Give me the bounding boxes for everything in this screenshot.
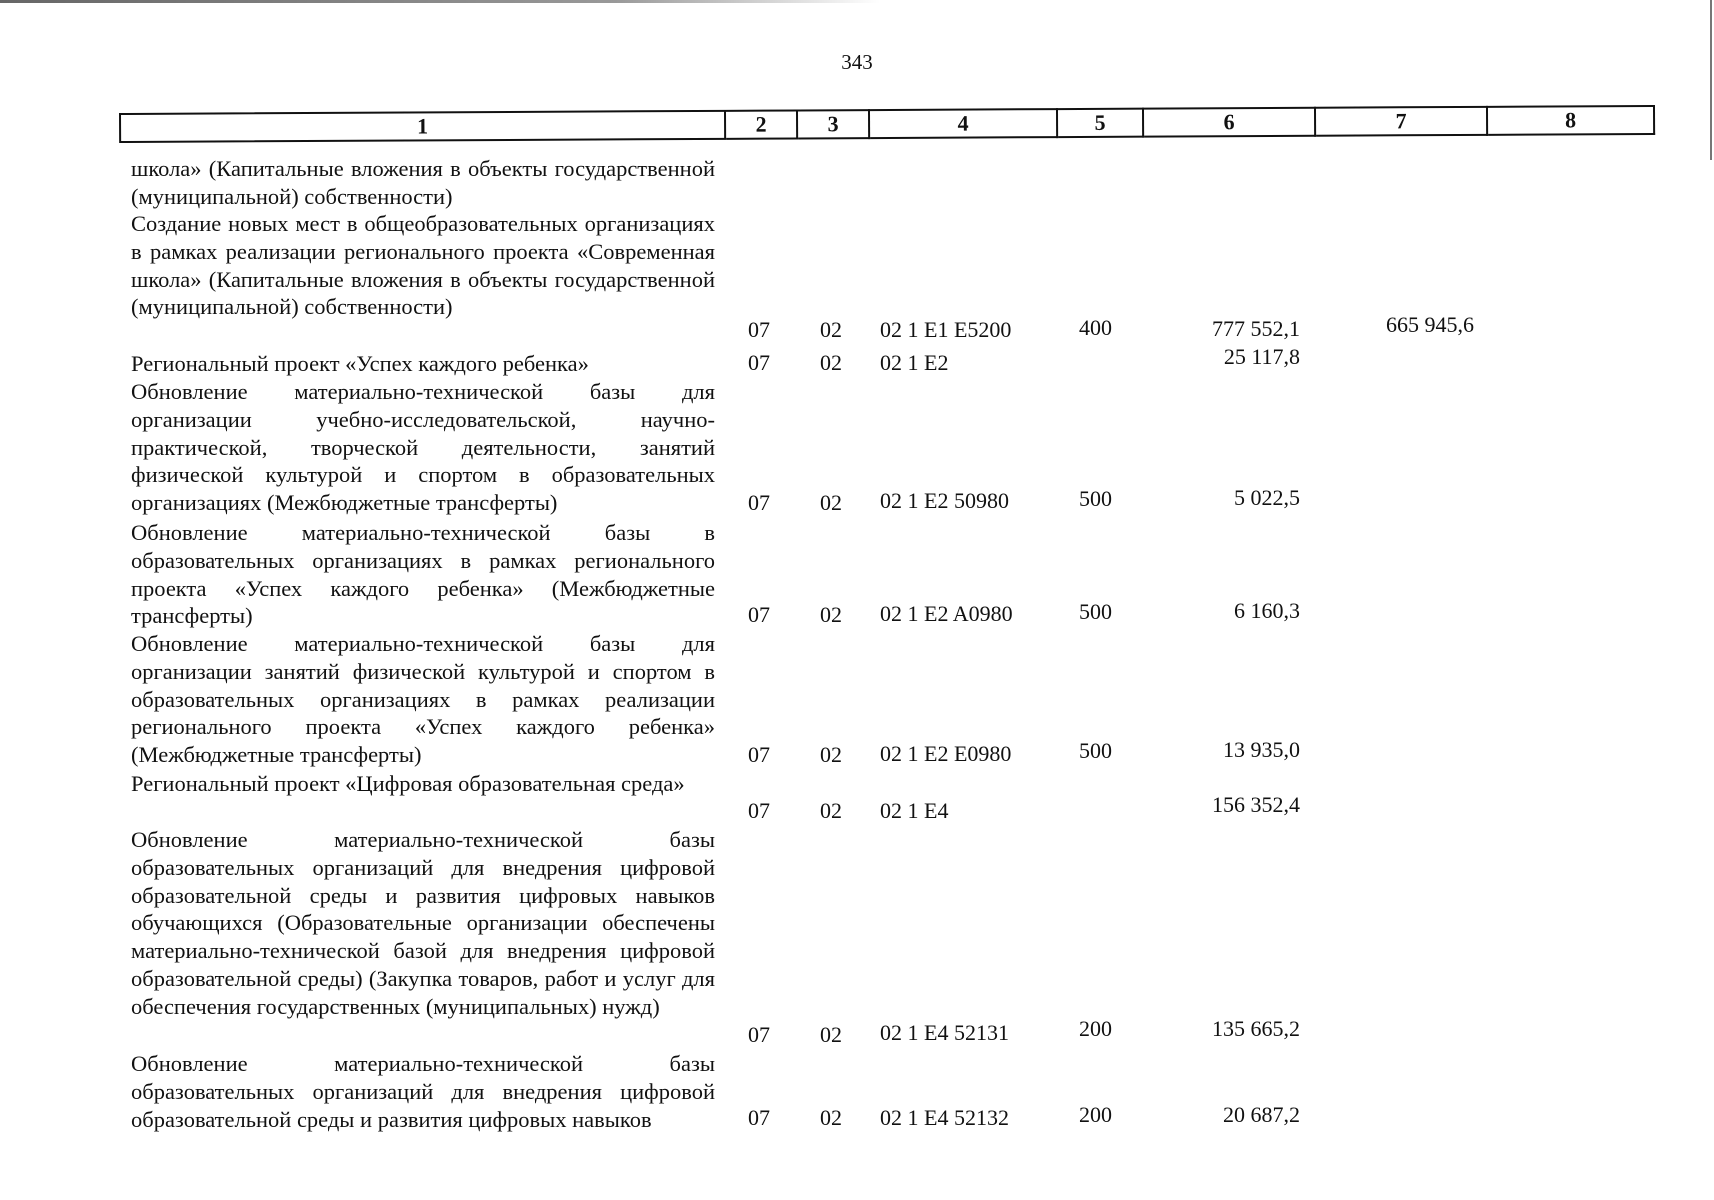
header-col-4: 4 <box>870 108 1058 139</box>
row-amount: 156 352,4 <box>1212 792 1300 817</box>
row-amount: 20 687,2 <box>1223 1102 1300 1127</box>
row-section: 07 <box>748 350 770 375</box>
row-subsection: 02 <box>820 742 842 767</box>
row-description: Создание новых мест в общеобразовательных организациях в рамках реализации регионального проекта «Современная школа» (Капитальные вложения в объекты государственной (муниципальной) собственности) <box>131 211 715 320</box>
header-col-5: 5 <box>1058 108 1144 138</box>
row-section: 07 <box>748 490 770 515</box>
row-section: 07 <box>748 602 770 627</box>
header-col-2: 2 <box>726 109 798 139</box>
row-target-code: 02 1 E4 <box>880 798 949 823</box>
header-col-7: 7 <box>1316 106 1488 137</box>
row-amount: 777 552,1 <box>1212 316 1300 341</box>
row-expense-type: 200 <box>1079 1016 1112 1041</box>
header-col-1: 1 <box>119 110 726 143</box>
header-col-8: 8 <box>1488 105 1655 136</box>
row-subsection: 02 <box>820 602 842 627</box>
row-amount-federal: 665 945,6 <box>1386 312 1474 337</box>
row-description: Обновление материально-технической базы образовательных организаций для внедрения цифровой образовательной среды и развития цифровых навыков обучающихся (Образовательные организации обеспечены материально-технической базой для внедрения цифровой образовательной среды) (Закупка товаров, работ и услуг для обеспечения государственных (муниципальных) нужд) <box>131 827 715 1019</box>
row-description: Обновление материально-технической базы образовательных организаций для внедрения цифровой образовательной среды и развития цифровых навыков <box>131 1051 715 1132</box>
row-target-code: 02 1 E4 52132 <box>880 1105 1009 1130</box>
row-description: Обновление материально-технической базы для организации занятий физической культурой и спортом в образовательных организациях в рамках реализации регионального проекта «Успех каждого ребенка» (Межбюджетные трансферты) <box>131 631 715 768</box>
row-expense-type: 500 <box>1079 486 1112 511</box>
row-expense-type: 200 <box>1079 1102 1112 1127</box>
row-amount: 25 117,8 <box>1223 344 1300 369</box>
row-section: 07 <box>748 798 770 823</box>
row-section: 07 <box>748 742 770 767</box>
row-description: Обновление материально-технической базы для организации учебно-исследовательской, научно-практической, творческой деятельности, занятий физической культурой и спортом в образовательных организациях (Межбюджетные трансферты) <box>131 379 715 516</box>
row-target-code: 02 1 E2 50980 <box>880 488 1009 513</box>
header-col-6: 6 <box>1144 107 1316 138</box>
row-expense-type: 500 <box>1079 599 1112 624</box>
row-section: 07 <box>748 317 770 342</box>
row-description: школа» (Капитальные вложения в объекты государственной (муниципальной) собственности) <box>131 156 715 209</box>
row-subsection: 02 <box>820 350 842 375</box>
row-amount: 13 935,0 <box>1223 737 1300 762</box>
row-subsection: 02 <box>820 317 842 342</box>
header-col-3: 3 <box>798 109 870 139</box>
row-expense-type: 500 <box>1079 738 1112 763</box>
row-expense-type: 400 <box>1079 315 1112 340</box>
row-subsection: 02 <box>820 798 842 823</box>
row-target-code: 02 1 E2 A0980 <box>880 601 1013 626</box>
page-number: 343 <box>841 50 873 74</box>
row-amount: 5 022,5 <box>1234 485 1300 510</box>
row-description: Региональный проект «Успех каждого ребенка» <box>131 351 589 376</box>
row-target-code: 02 1 E1 E5200 <box>880 317 1012 342</box>
row-target-code: 02 1 E2 E0980 <box>880 741 1012 766</box>
row-description: Обновление материально-технической базы в образовательных организациях в рамках регионального проекта «Успех каждого ребенка» (Межбюджетные трансферты) <box>131 520 715 629</box>
row-target-code: 02 1 E2 <box>880 350 949 375</box>
row-description: Региональный проект «Цифровая образовательная среда» <box>131 771 685 796</box>
row-amount: 6 160,3 <box>1234 598 1300 623</box>
row-subsection: 02 <box>820 1022 842 1047</box>
row-section: 07 <box>748 1022 770 1047</box>
row-subsection: 02 <box>820 1105 842 1130</box>
row-target-code: 02 1 E4 52131 <box>880 1020 1009 1045</box>
row-subsection: 02 <box>820 490 842 515</box>
row-section: 07 <box>748 1105 770 1130</box>
row-amount: 135 665,2 <box>1212 1016 1300 1041</box>
